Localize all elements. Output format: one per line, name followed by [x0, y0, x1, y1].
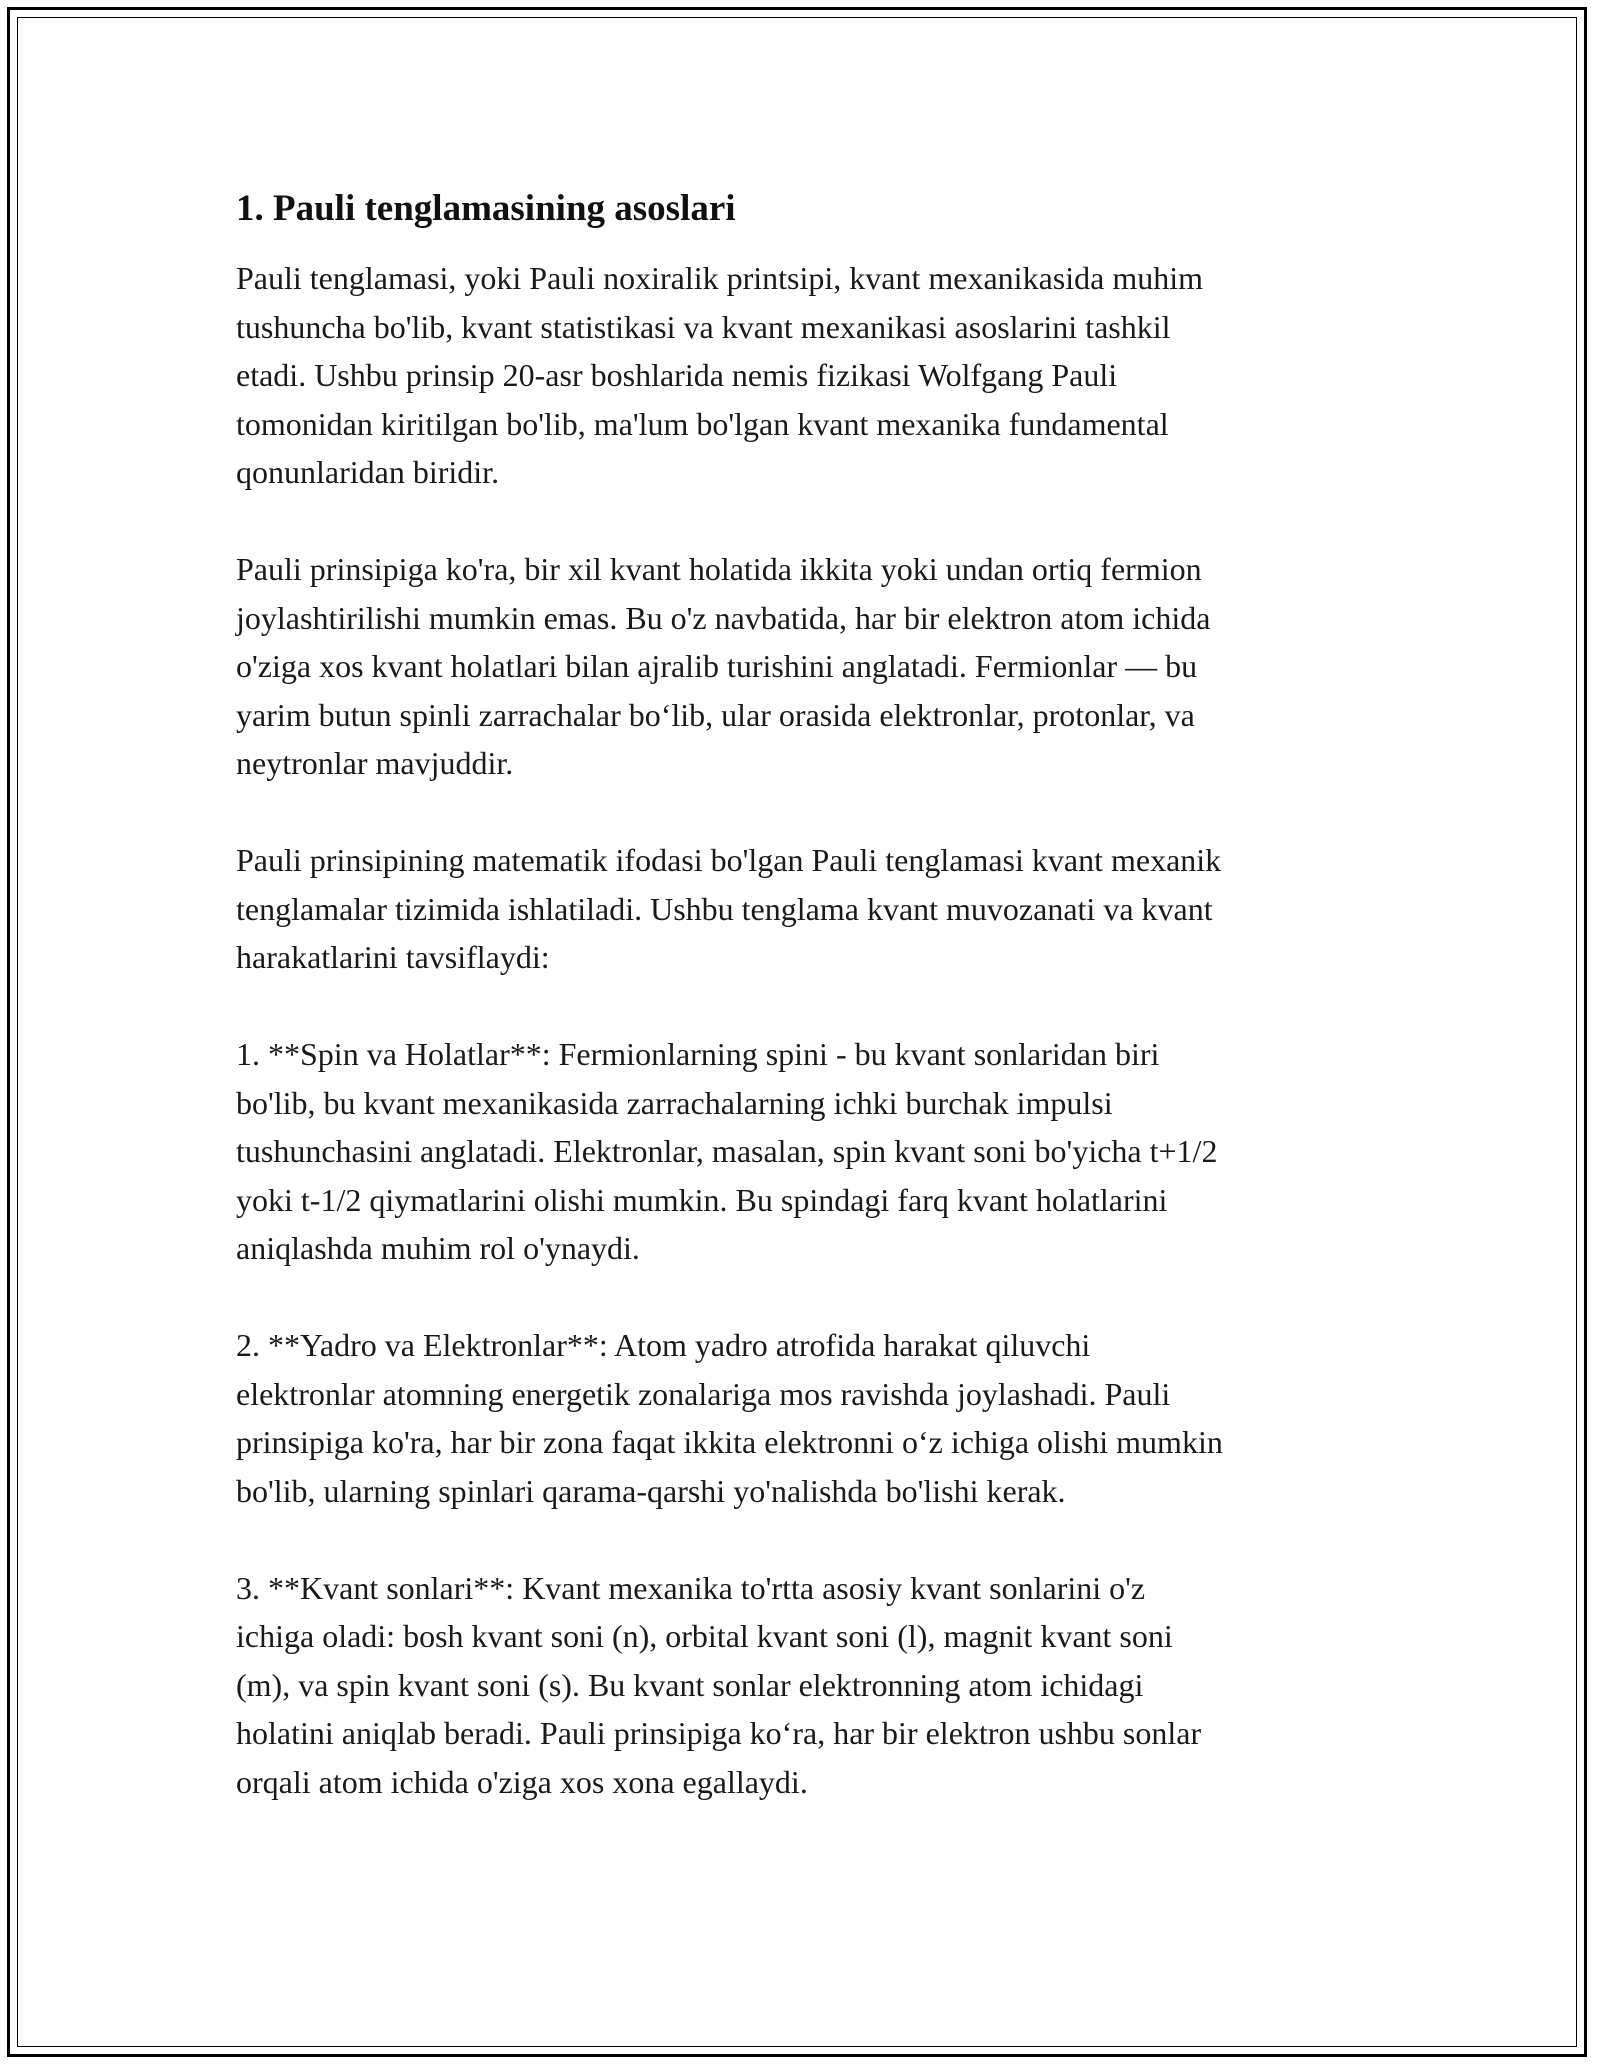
text-line: etadi. Ushbu prinsip 20-asr boshlarida nemis fizikasi Wolfgang Pauli — [236, 357, 1118, 393]
text-line: joylashtirilishi mumkin emas. Bu o'z navbatida, har bir elektron atom ichida — [236, 599, 1211, 636]
text-line: yoki t-1/2 qiymatlarini olishi mumkin. Bu spindagi farq kvant holatlarini — [236, 1181, 1168, 1218]
paragraph-list — [236, 254, 1386, 1806]
paragraph — [236, 254, 1386, 497]
text-line: 3. **Kvant sonlari**: Kvant mexanika to'rtta asosiy kvant sonlarini o'z — [236, 1569, 1146, 1606]
text-line: harakatlarini tavsiflaydi: — [236, 939, 550, 975]
text-line: o'ziga xos kvant holatlari bilan ajralib turishini anglatadi. Fermionlar — bu — [236, 648, 1198, 684]
text-line: prinsipiga ko'ra, har bir zona faqat ikkita elektronni o‘z ichiga olishi mumkin — [236, 1424, 1223, 1460]
paragraph — [236, 1321, 1386, 1515]
section-heading: 1. Pauli tenglamasining asoslari — [236, 188, 736, 229]
text-line: (m), va spin kvant soni (s). Bu kvant sonlar elektronning atom ichidagi — [236, 1666, 1144, 1703]
text-line: Pauli prinsipining matematik ifodasi bo'lgan Pauli tenglamasi kvant mexanik — [236, 842, 1222, 878]
text-line: orqali atom ichida o'ziga xos xona egallaydi. — [236, 1763, 808, 1800]
text-line: holatini aniqlab beradi. Pauli prinsipiga ko‘ra, har bir elektron ushbu sonlar — [236, 1715, 1202, 1751]
text-line: elektronlar atomning energetik zonalariga mos ravishda joylashadi. Pauli — [236, 1375, 1171, 1412]
text-line: tushuncha bo'lib, kvant statistikasi va kvant mexanikasi asoslarini tashkil — [236, 308, 1171, 345]
text-line: yarim butun spinli zarrachalar bo‘lib, ular orasida elektronlar, protonlar, va — [236, 696, 1195, 733]
text-line: Pauli tenglamasi, yoki Pauli noxiralik printsipi, kvant mexanikasida muhim — [236, 260, 1203, 296]
text-line: ichiga oladi: bosh kvant soni (n), orbital kvant soni (l), magnit kvant soni — [236, 1618, 1173, 1654]
text-line: 1. **Spin va Holatlar**: Fermionlarning spini - bu kvant sonlaridan biri — [236, 1036, 1160, 1072]
text-line: neytronlar mavjuddir. — [236, 745, 514, 781]
paragraph — [236, 836, 1386, 982]
text-line: qonunlaridan biridir. — [236, 454, 500, 490]
document-body — [236, 186, 1386, 1855]
text-line: aniqlashda muhim rol o'ynaydi. — [236, 1230, 640, 1266]
text-line: tomonidan kiritilgan bo'lib, ma'lum bo'lgan kvant mexanika fundamental — [236, 405, 1169, 442]
text-line: bo'lib, ularning spinlari qarama-qarshi yo'nalishda bo'lishi kerak. — [236, 1472, 1066, 1509]
paragraph — [236, 545, 1386, 788]
paragraph — [236, 1564, 1386, 1807]
text-line: 2. **Yadro va Elektronlar**: Atom yadro atrofida harakat qiluvchi — [236, 1327, 1091, 1363]
text-line: tushunchasini anglatadi. Elektronlar, masalan, spin kvant soni bo'yicha t+1/2 — [236, 1133, 1218, 1169]
text-line: bo'lib, bu kvant mexanikasida zarrachalarning ichki burchak impulsi — [236, 1084, 1113, 1121]
text-line: tenglamalar tizimida ishlatiladi. Ushbu tenglama kvant muvozanati va kvant — [236, 890, 1213, 927]
paragraph — [236, 1030, 1386, 1273]
text-line: Pauli prinsipiga ko'ra, bir xil kvant holatida ikkita yoki undan ortiq fermion — [236, 551, 1202, 587]
